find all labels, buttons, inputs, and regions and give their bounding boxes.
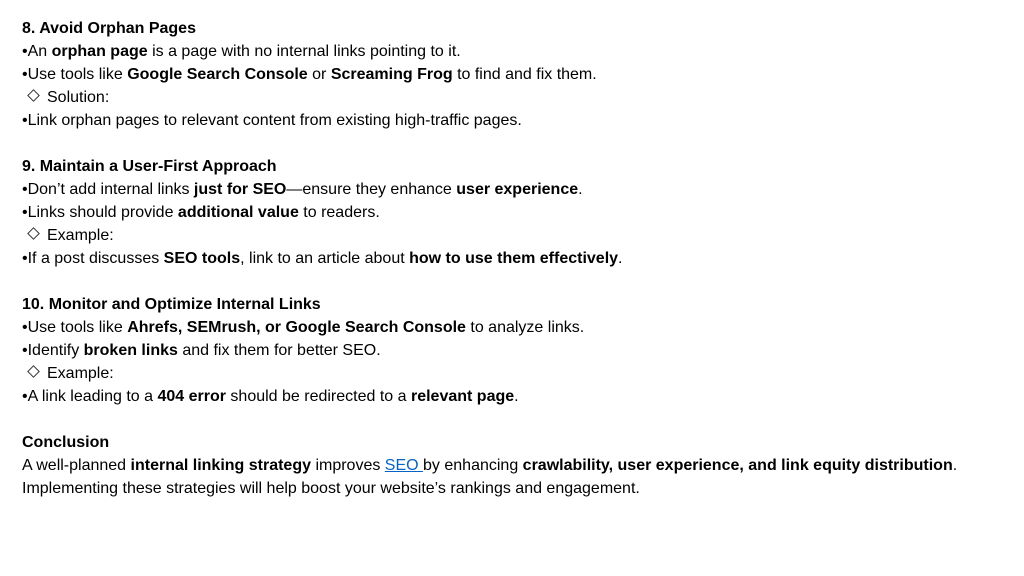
bullet-item: •Links should provide additional value to readers. [22,204,380,221]
section-heading: 8. Avoid Orphan Pages [22,20,196,37]
bullet-item: •A link leading to a 404 error should be redirected to a relevant page. [22,388,519,405]
slide-content [22,17,982,500]
bullet-item: •Identify broken links and fix them for better SEO. [22,342,381,359]
section-heading: 10. Monitor and Optimize Internal Links [22,296,321,313]
bullet-item: •Use tools like Ahrefs, SEMrush, or Google Search Console to analyze links. [22,319,585,336]
diamond-icon [27,227,40,240]
conclusion-paragraph: A well-planned internal linking strategy improves SEO by enhancing crawlability, user experience, and link equity distribution. Implementing these strategies will help boost your website’s rankings and engagement. [22,457,958,497]
bullet-item: •If a post discusses SEO tools, link to an article about how to use them effectively. [22,250,623,267]
sub-bullet: Solution: [22,86,982,109]
bullet-item: •Link orphan pages to relevant content from existing high-traffic pages. [22,112,522,129]
bullet-item: •An orphan page is a page with no internal links pointing to it. [22,43,461,60]
seo-link[interactable]: SEO [384,457,424,474]
bullet-item: •Use tools like Google Search Console or Screaming Frog to find and fix them. [22,66,597,83]
sub-bullet: Example: [22,362,982,385]
diamond-icon [27,365,40,378]
conclusion-heading: Conclusion [22,434,110,451]
sub-bullet: Example: [22,224,982,247]
diamond-icon [27,89,40,102]
section-heading: 9. Maintain a User-First Approach [22,158,277,175]
bullet-item: •Don’t add internal links just for SEO—ensure they enhance user experience. [22,181,583,198]
